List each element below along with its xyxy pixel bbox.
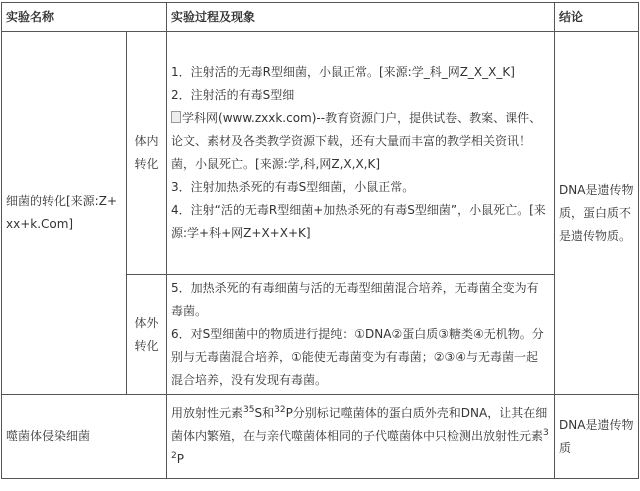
header-process: 实验过程及现象 xyxy=(167,3,555,32)
conclusion-phage: DNA是遗传物质 xyxy=(555,395,639,479)
step-5: 5．加热杀死的有毒细菌与活的无毒型细菌混合培养，无毒菌全变为有毒菌。 xyxy=(171,281,539,318)
header-conclusion: 结论 xyxy=(555,3,639,32)
row-phage xyxy=(2,395,639,479)
experiment-name-transformation: 细菌的转化[来源:Z+xx+k.Com] xyxy=(2,32,127,395)
ad-text: 学科网(www.zxxk.com)--教育资源门户，提供试卷、教案、课件、论文、素材及各类教学资源下载，还有大量而丰富的教学相关资讯！ xyxy=(171,111,542,148)
conclusion-transformation: DNA是遗传物质，蛋白质不是遗传物质。 xyxy=(555,32,639,395)
step-2-continued: 菌，小鼠死亡。[来源:学,科,网Z,X,X,K] xyxy=(171,157,381,171)
subtype-in-vitro: 体外转化 xyxy=(127,275,167,395)
step-4: 4．注射“活的无毒R型细菌+加热杀死的有毒S型细菌”，小鼠死亡。[来源:学+科+网Z+X+X+K] xyxy=(171,203,546,240)
process-in-vitro xyxy=(167,275,555,395)
step-1: 1．注射活的无毒R型细菌，小鼠正常。[来源:学_科_网Z_X_X_K] xyxy=(171,65,515,79)
experiment-name-phage: 噬菌体侵染细菌 xyxy=(2,395,167,479)
broken-image-icon xyxy=(171,111,181,123)
step-2: 2．注射活的有毒S型细 xyxy=(171,88,295,102)
experiment-table xyxy=(1,2,639,479)
header-row xyxy=(2,3,639,32)
process-in-vivo xyxy=(167,32,555,275)
subtype-in-vivo: 体内转化 xyxy=(127,32,167,275)
step-6: 6．对S型细菌中的物质进行提纯：①DNA②蛋白质③糖类④无机物。分别与无毒菌混合培养，①能使无毒菌变为有毒菌；②③④与无毒菌一起混合培养，没有发现有毒菌。 xyxy=(171,327,544,387)
step-3: 3．注射加热杀死的有毒S型细菌，小鼠正常。 xyxy=(171,180,415,194)
row-transformation-invivo xyxy=(2,32,639,275)
header-experiment-name: 实验名称 xyxy=(2,3,167,32)
process-phage: 用放射性元素$^{35}$S和$^{32}$P分别标记噬菌体的蛋白质外壳和DNA，让其在细菌体内繁殖，在与亲代噬菌体相同的子代噬菌体中只检测出放射性元素$^{32}$P xyxy=(167,395,555,479)
